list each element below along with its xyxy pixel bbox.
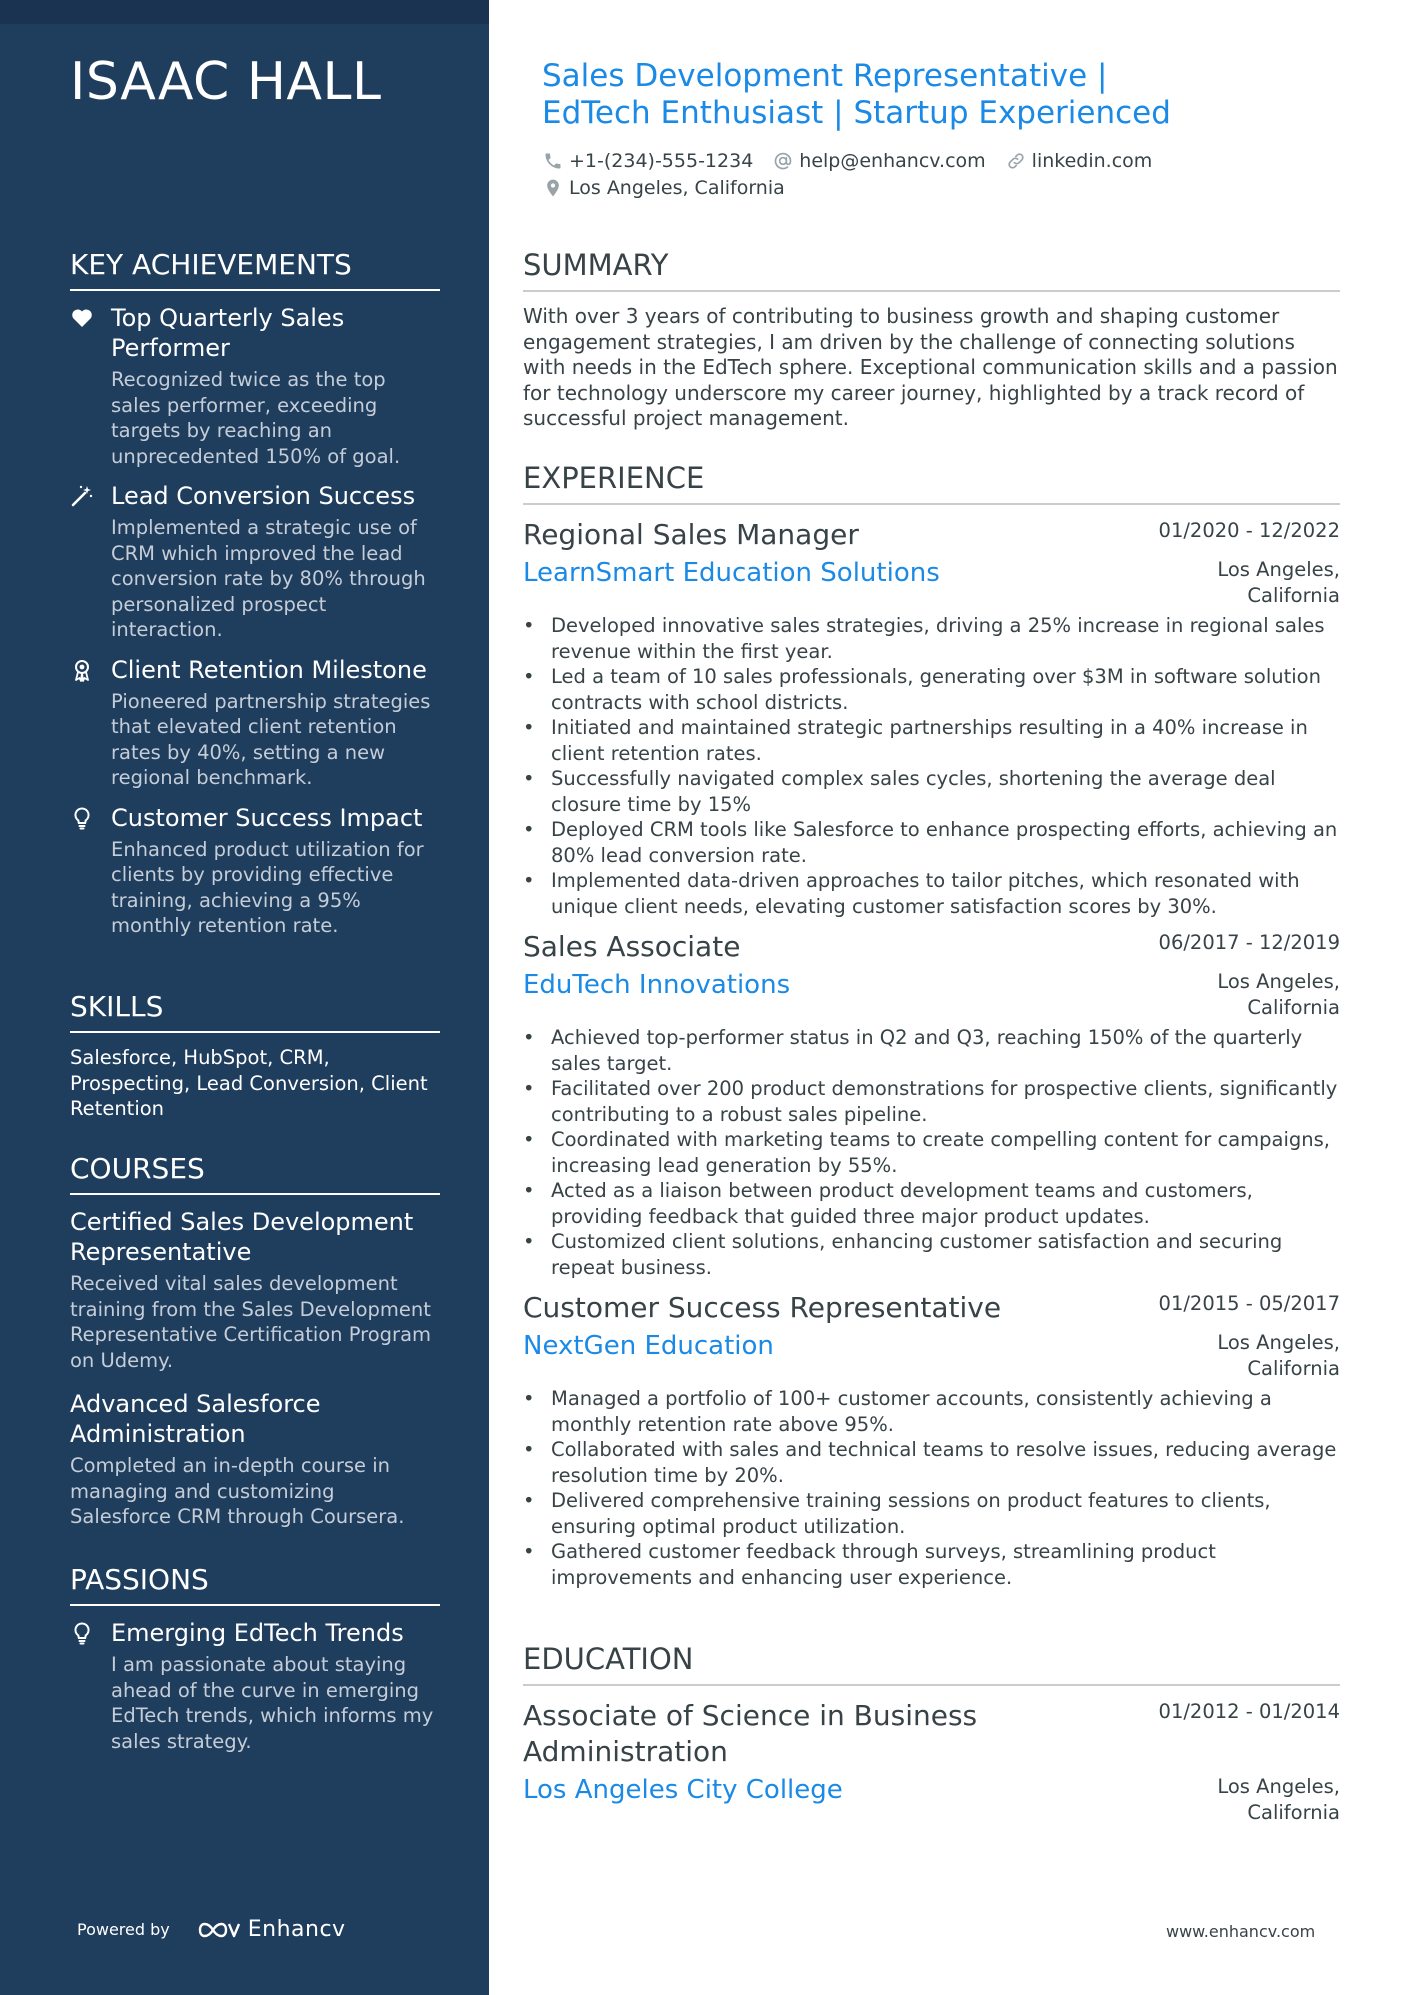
summary-heading: SUMMARY	[523, 248, 1340, 292]
summary-text: With over 3 years of contributing to business growth and shaping customer engagement strategies, I am driven by the challenge of connecting solutions with needs in the EdTech sphere. Exceptional communication skills and a passion for technology underscore my career journey, highlighted by a track record of successful project management.	[523, 304, 1338, 431]
powered-by-label: Powered by	[77, 1920, 170, 1939]
course-title: Advanced Salesforce Administration	[70, 1390, 321, 1448]
education-degree: Associate of Science in Business Administration	[523, 1699, 978, 1768]
job-location-line2: California	[1247, 583, 1340, 607]
phone-text: +1-(234)-555-1234	[569, 150, 754, 172]
job-bullets	[523, 1386, 1340, 1590]
achievement-title: Top Quarterly Sales Performer	[111, 304, 345, 362]
job-dates: 01/2015 - 05/2017	[1158, 1292, 1340, 1315]
passion-description: I am passionate about staying ahead of the curve in emerging EdTech trends, which informs my sales strategy.	[111, 1653, 434, 1753]
achievement-title: Customer Success Impact	[111, 803, 423, 832]
job-bullet: • Initiated and maintained strategic partnerships resulting in a 40% increase in client retention rates.	[523, 715, 1340, 766]
achievement-item	[70, 303, 440, 469]
job-bullets	[523, 613, 1340, 919]
job-title: Customer Success Representative	[523, 1291, 1002, 1324]
job-bullet: • Successfully navigated complex sales cycles, shortening the average deal closure time by 15%	[523, 766, 1340, 817]
job-company: EduTech Innovations	[523, 970, 791, 1000]
job-location-line1: Los Angeles,	[1217, 1331, 1340, 1354]
job-bullet: • Acted as a liaison between product development teams and customers, providing feedback that guided three major product updates.	[523, 1178, 1340, 1229]
experience-heading: EXPERIENCE	[523, 461, 1340, 505]
location-text: Los Angeles, California	[569, 177, 785, 199]
job-location-line2: California	[1247, 995, 1340, 1019]
job-dates: 06/2017 - 12/2019	[1158, 931, 1340, 954]
enhancv-brand: Enhancv	[247, 1917, 346, 1942]
job-bullet: • Managed a portfolio of 100+ customer accounts, consistently achieving a monthly retention rate above 95%.	[523, 1386, 1340, 1437]
achievement-item	[70, 481, 440, 643]
job-location	[1217, 969, 1340, 1020]
powered-by	[77, 1917, 346, 1942]
education-section	[523, 1642, 1340, 1836]
job-title: Sales Associate	[523, 930, 741, 963]
contact-row	[543, 150, 1172, 172]
candidate-name: ISAAC HALL	[70, 52, 382, 112]
job-title: Regional Sales Manager	[523, 518, 859, 551]
job-header	[523, 1290, 1340, 1326]
magic-wand-icon	[70, 484, 94, 508]
heart-icon	[70, 306, 94, 330]
skills-heading: SKILLS	[70, 990, 440, 1033]
phone-icon	[543, 151, 563, 171]
achievement-item	[70, 655, 440, 791]
lightbulb-icon	[70, 806, 94, 830]
job-location	[1217, 557, 1340, 608]
achievement-item	[70, 803, 440, 939]
job-subheader	[523, 1330, 1340, 1382]
contact-email[interactable]	[773, 150, 985, 172]
education-header	[523, 1698, 1340, 1770]
passions-heading: PASSIONS	[70, 1563, 440, 1606]
passion-item	[70, 1618, 440, 1754]
achievement-title: Client Retention Milestone	[111, 655, 427, 684]
job-location	[1217, 1330, 1340, 1381]
education-location-line2: California	[1247, 1800, 1340, 1824]
job-bullet: • Implemented data-driven approaches to tailor pitches, which resonated with unique client needs, elevating customer satisfaction scores by 30%.	[523, 868, 1340, 919]
job-header	[523, 929, 1340, 965]
skills-list: Salesforce, HubSpot, CRM, Prospecting, Lead Conversion, Client Retention	[70, 1046, 428, 1120]
summary-section	[523, 248, 1340, 432]
experience-section	[523, 461, 1340, 1600]
job-location-line1: Los Angeles,	[1217, 970, 1340, 993]
job-bullet: • Coordinated with marketing teams to create compelling content for campaigns, increasing lead generation by 55%.	[523, 1127, 1340, 1178]
job-bullet: • Achieved top-performer status in Q2 and Q3, reaching 150% of the quarterly sales target.	[523, 1025, 1340, 1076]
achievement-title: Lead Conversion Success	[111, 482, 416, 510]
passion-title: Emerging EdTech Trends	[111, 1619, 404, 1647]
education-location	[1217, 1774, 1340, 1825]
link-icon	[1006, 151, 1026, 171]
job-bullets	[523, 1025, 1340, 1280]
skills-section	[70, 990, 440, 1122]
achievement-description: Recognized twice as the top sales performer, exceeding targets by reaching an unprecedented 150% of goal.	[111, 368, 401, 468]
courses-heading: COURSES	[70, 1152, 440, 1195]
lightbulb-icon	[70, 1621, 94, 1645]
enhancv-logo-icon	[196, 1918, 240, 1942]
contact-row-location	[543, 177, 805, 199]
course-description: Received vital sales development training from the Sales Development Representative Certification Program on Udemy.	[70, 1272, 432, 1372]
education-subheader	[523, 1774, 1340, 1826]
education-location-line1: Los Angeles,	[1217, 1775, 1340, 1798]
achievement-description: Pioneered partnership strategies that elevated client retention rates by 40%, setting a new regional benchmark.	[111, 689, 431, 789]
job-bullet: • Collaborated with sales and technical teams to resolve issues, reducing average resolution time by 20%.	[523, 1437, 1340, 1488]
job-dates: 01/2020 - 12/2022	[1158, 519, 1340, 542]
job-header	[523, 517, 1340, 553]
job-entry	[523, 517, 1340, 919]
sidebar-top-strip	[0, 0, 489, 24]
passions-section	[70, 1563, 440, 1766]
courses-section	[70, 1152, 440, 1546]
course-item	[70, 1207, 440, 1373]
email-text: help@enhancv.com	[799, 150, 986, 172]
footer-url[interactable]: www.enhancv.com	[1166, 1922, 1316, 1941]
job-company: LearnSmart Education Solutions	[523, 558, 940, 588]
course-item	[70, 1389, 440, 1530]
education-school: Los Angeles City College	[523, 1775, 843, 1805]
location-pin-icon	[543, 178, 563, 198]
job-subheader	[523, 969, 1340, 1021]
education-entry	[523, 1698, 1340, 1826]
job-entry	[523, 1290, 1340, 1590]
sidebar	[0, 0, 489, 1995]
job-bullet: • Gathered customer feedback through surveys, streamlining product improvements and enhancing user experience.	[523, 1539, 1340, 1590]
job-bullet: • Facilitated over 200 product demonstrations for prospective clients, significantly contributing to a robust sales pipeline.	[523, 1076, 1340, 1127]
contact-phone[interactable]	[543, 150, 753, 172]
main-content	[489, 0, 1410, 1995]
key-achievements-heading: KEY ACHIEVEMENTS	[70, 248, 440, 291]
job-bullet: • Delivered comprehensive training sessions on product features to clients, ensuring optimal product utilization.	[523, 1488, 1340, 1539]
headline: Sales Development Representative | EdTech Enthusiast | Startup Experienced	[542, 58, 1171, 131]
achievement-description: Implemented a strategic use of CRM which improved the lead conversion rate by 80% through personalized prospect interaction.	[111, 516, 426, 641]
job-bullet: • Developed innovative sales strategies, driving a 25% increase in regional sales revenue within the first year.	[523, 613, 1340, 664]
course-description: Completed an in-depth course in managing and customizing Salesforce CRM through Coursera.	[70, 1454, 405, 1528]
enhancv-logo[interactable]	[196, 1917, 346, 1942]
contact-linkedin[interactable]	[1006, 150, 1153, 172]
job-company: NextGen Education	[523, 1331, 774, 1361]
job-location-line2: California	[1247, 1356, 1340, 1380]
education-heading: EDUCATION	[523, 1642, 1340, 1686]
job-bullet: • Led a team of 10 sales professionals, generating over $3M in software solution contracts with school districts.	[523, 664, 1340, 715]
job-entry	[523, 929, 1340, 1280]
at-sign-icon	[773, 151, 793, 171]
award-ribbon-icon	[70, 658, 94, 682]
job-subheader	[523, 557, 1340, 609]
job-bullet: • Deployed CRM tools like Salesforce to enhance prospecting efforts, achieving an 80% lead conversion rate.	[523, 817, 1340, 868]
linkedin-text: linkedin.com	[1031, 150, 1153, 172]
key-achievements-section	[70, 248, 440, 951]
job-bullet: • Customized client solutions, enhancing customer satisfaction and securing repeat business.	[523, 1229, 1340, 1280]
job-location-line1: Los Angeles,	[1217, 558, 1340, 581]
achievement-description: Enhanced product utilization for clients by providing effective training, achieving a 95% monthly retention rate.	[111, 837, 424, 937]
course-title: Certified Sales Development Representative	[70, 1208, 414, 1266]
education-dates: 01/2012 - 01/2014	[1158, 1700, 1340, 1723]
contact-location	[543, 177, 785, 199]
